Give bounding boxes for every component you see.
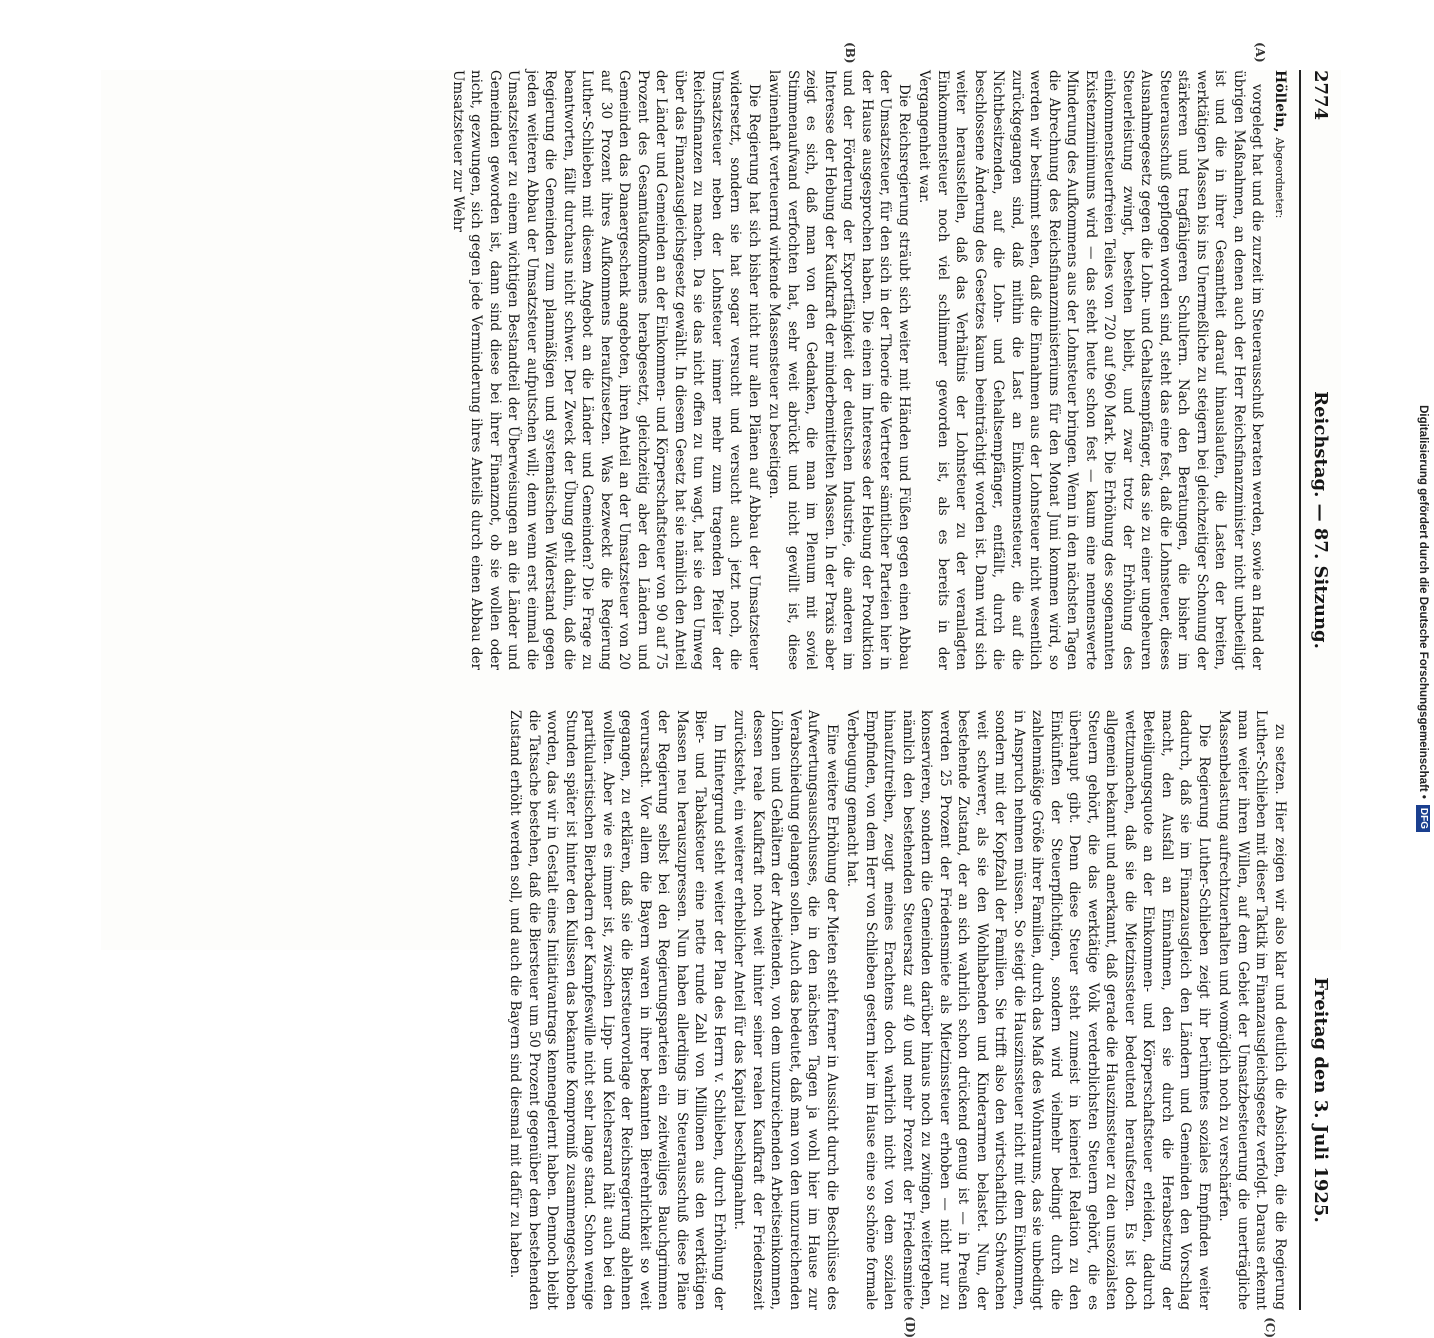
page-number: 2774 — [1310, 70, 1332, 121]
text-columns — [450, 42, 1289, 1338]
paragraph: Die Regierung hat sich bisher nicht nur allen Plänen auf Abbau der Umsatzsteuer widersetzt, sondern sie hat sogar versucht und versucht auch jetzt noch, die Umsatzsteuer neben der Lohnsteuer immer mehr zum tragenden Pfeiler der Reichsfinanzen zu machen. Da sie das nicht offen zu tun wagt, hat sie den Umweg über das Finanzausgleichsgesetz gewählt. In diesem Gesetz hat sie nämlich den Anteil der Länder und Gemeinden an der Einkommen- und Körperschaftsteuer von 90 auf 75 Prozent des Gesamtaufkommens herabgesetzt, gleichzeitig aber den Ländern und Gemeinden das Danaergeschenk angeboten, ihren Anteil an der Umsatzsteuer von 20 auf 30 Prozent ihres Aufkommens heraufzusetzen. Was bezweckt die Regierung Luther-Schlieben mit diesem Angebot an die Länder und Gemeinden? Die Frage zu beantworten, fällt durchaus nicht schwer. Der Zweck der Übung geht dahin, daß die Regierung die Gemeinden zum planmäßigen und systematischen Widerstand gegen jeden weiteren Abbau der Umsatzsteuer aufputschen will; denn wenn erst einmal die Umsatzsteuer zu einem wichtigen Bestandteil der Überweisungen an die Länder und Gemeinden geworden ist, dann sind diese bei ihrer Finanznot, ob sie wollen oder nicht, gezwungen, sich gegen jede Verminderung ihres Anteils durch einen Abbau der Umsatzsteuer zur Wehr — [450, 70, 762, 670]
margin-marker-b: (B) — [843, 42, 857, 64]
dfg-logo: DFG — [1416, 805, 1430, 832]
right-column — [469, 710, 1289, 1338]
margin-marker-c: (C) — [1263, 1317, 1277, 1338]
paragraph: Eine weitere Erhöhung der Mieten steht ferner in Aussicht durch die Beschlüsse des Aufwertungsausschusses, die in den nächsten Tagen ja wohl hier im Hause zur Verabschiedung gelangen sollen. Auch das bedeutet, daß man von den unzureichenden Löhnen und Gehältern der Arbeitenden, von dem unzureichenden Arbeitseinkommen, dessen reale Kaufkraft noch weit hinter seiner realen Kaufkraft der Friedenszeit zurücksteht, ein weiterer erheblicher Anteil für das Kapital beschlagnahmt. — [731, 710, 840, 1310]
paragraph: zu setzen. Hier zeigen wir also klar und deutlich die Absichten, die die Regierung Luther-Schlieben mit dieser Taktik im Finanzausgleichsgesetz verfolgt. Daraus erkennt man weiter ihren Willen, auf dem Gebiet der Umsatzbesteuerung die unerträgliche Massenbelastung aufrechtzuerhalten und womöglich noch zu verschärfen. — [1216, 710, 1288, 1310]
digitization-credit-text — [1414, 12, 1432, 832]
paragraph: vorgelegt hat und die zurzeit im Steuerausschuß beraten werden, sowie an Hand der übrigen Maßnahmen, an denen auch der Herr Reichsfinanzminister nicht unbeteiligt ist und die in ihrer Gesamtheit darauf hinauslaufen, die Lasten der breiten, werktätigen Massen bis ins Unermeßliche zu steigern bei gleichzeitiger Schonung der stärkeren und tragfähigeren Schultern. Nach den Beratungen, die bisher im Steuerausschuß gepflogen worden sind, steht das eine fest, daß die Lohnsteuer, dieses Ausnahmegesetz gegen die Lohn- und Gehaltsempfänger, das sie zu einer ungeheuren Steuerleistung zwingt, bestehen bleibt, und zwar trotz der Erhöhung des einkommensteuerfreien Teiles von 720 auf 960 Mark. Die Erhöhung des sogenannten Existenzminimums wird — das steht heute schon fest — kaum eine nennenswerte Minderung des Aufkommens aus der Lohnsteuer bringen. Wenn in den nächsten Tagen die Abrechnung des Reichsfinanzministeriums für den Monat Juni kommen wird, so werden wir bestimmt sehen, daß die Einnahmen aus der Lohnsteuer nicht wesentlich zurückgegangen sind, daß mithin die Last an Einkommensteuer, die auf die Nichtbesitzenden, auf die Lohn- und Gehaltsempfänger, entfällt, durch die beschlossene Änderung des Gesetzes kaum beeinträchtigt worden ist. Dann wird sich weiter herausstellen, daß das Verhältnis der Lohnsteuer zu der veranlagten Einkommensteuer noch viel schlimmer geworden ist, als es bereits in der Vergangenheit war. — [916, 70, 1266, 670]
digitization-credit — [1414, 12, 1432, 832]
credit-text: Digitalisierung gefördert durch die Deutsche Forschungsgemeinschaft • — [1417, 405, 1429, 799]
page-header — [1299, 70, 1341, 1310]
margin-marker-a: (A) — [1253, 42, 1267, 63]
margin-marker-d: (D) — [903, 1316, 917, 1338]
header-title-left: Reichstag. — 87. Sitzung. — [1310, 391, 1332, 649]
paragraph: Im Hintergrund steht weiter der Plan des Herrn v. Schlieben, durch Erhöhung der Bier- und Tabaksteuer eine nette runde Zahl von Millionen aus den werktätigen Massen neu herauszupressen. Nun haben allerdings im Steuerausschuß diese Pläne der Regierung selbst bei den Regierungsparteien ein zeitweiliges Bauchgrimmen verursacht. Vor allem die Bayern waren in ihrer bekannten Bierehrlichkeit so weit gegangen, zu erklären, daß sie die Biersteuervorlage der Reichsregierung ablehnen wollten. Aber wie es immer ist, zwischen Lipp- und Kelchesrand hält auch bei den partikularistischen Bierbadern der Kampfeswille nicht sehr lange stand. Schon wenige Stunden später ist hinter den Kulissen das bekannte Kompromiß zusammengeschoben worden, das wir in Gestalt eines Initiativantrags kennengelernt haben. Dennoch bleibt die Tatsache bestehen, daß die Biersteuer um 50 Prozent gegenüber dem bestehenden Zustand erhöht werden soll, und auch die Bayern sind diesmal mit dafür zu haben. — [507, 710, 727, 1310]
speaker-name: Höllein, — [1272, 70, 1288, 133]
speaker-line — [1270, 70, 1290, 670]
paragraph: Die Reichsregierung sträubt sich weiter mit Händen und Füßen gegen einen Abbau der Umsatzsteuer, für den sich in der Theorie die Vertreter sämtlicher Parteien hier in der Hause ausgesprochen haben. Die einen im Interesse der Hebung der Produktion und der Förderung der Exportfähigkeit der deutschen Industrie, die anderen im Interesse der Hebung der Kaufkraft der minderbemittelten Massen. In der Praxis aber zeigt es sich, daß man von den Gedanken, die man im Plenum mit soviel Stimmenaufwand verfochten hat, sehr weit abrückt und nicht gewillt ist, diese lawinenhaft verteuernd wirkende Massensteuer zu beseitigen. — [766, 70, 912, 670]
speaker-role: Abgeordneter: — [1273, 137, 1286, 219]
paragraph: Die Regierung Luther-Schlieben zeigt ihr berühmtes soziales Empfinden weiter dadurch, daß sie im Finanzausgleich den Ländern und Gemeinden den Vorschlag macht, den Ausfall an Einnahmen, den sie durch die Herabsetzung der Beteiligungsquote an der Einkommen- und Körperschaftsteuer erleiden, dadurch wettzumachen, daß sie die Mietzinssteuer bedeutend heraufsetzen. Es ist doch allgemein bekannt und anerkannt, daß gerade die Hauszinssteuer zu den unsozialsten Steuern gehört, die das werktätige Volk verderblichsten Steuern gehört, die es überhaupt gibt. Denn diese Steuer steht zumeist in keinerlei Relation zu den Einkünften der Steuerpflichtigen, sondern wird vielmehr bedingt durch die zahlenmäßige Größe ihrer Familien, durch das Maß des Wohnraums, das sie unbedingt in Anspruch nehmen müssen. So steigt die Hauszinssteuer nicht mit dem Einkommen, sondern mit der Kopfzahl der Familien. Sie trifft also den wirtschaftlich Schwachen weit schwerer, als sie den Wohlhabenden und Kinderarmen belastet. Nun, der bestehende Zustand, der an sich wahrlich schon drückend genug ist — in Preußen werden 25 Prozent der Friedensmiete als Mietzinssteuer erhoben — nicht nur zu konservieren, sondern die Gemeinden darüber hinaus noch zu zwingen, weitergehen, nämlich den bestehenden Steuersatz auf 40 und mehr Prozent der Friedensmiete hinaufzutreiben, zeugt meines Erachtens doch wahrlich nicht von dem sozialen Empfinden, von dem Herr von Schlieben gestern hier im Hause eine so schöne formale Verbeugung gemacht hat. — [844, 710, 1212, 1310]
newspaper-page — [101, 42, 1341, 1338]
left-column — [450, 42, 1289, 670]
header-title-right: Freitag den 3. Juli 1925. — [1310, 977, 1332, 1223]
